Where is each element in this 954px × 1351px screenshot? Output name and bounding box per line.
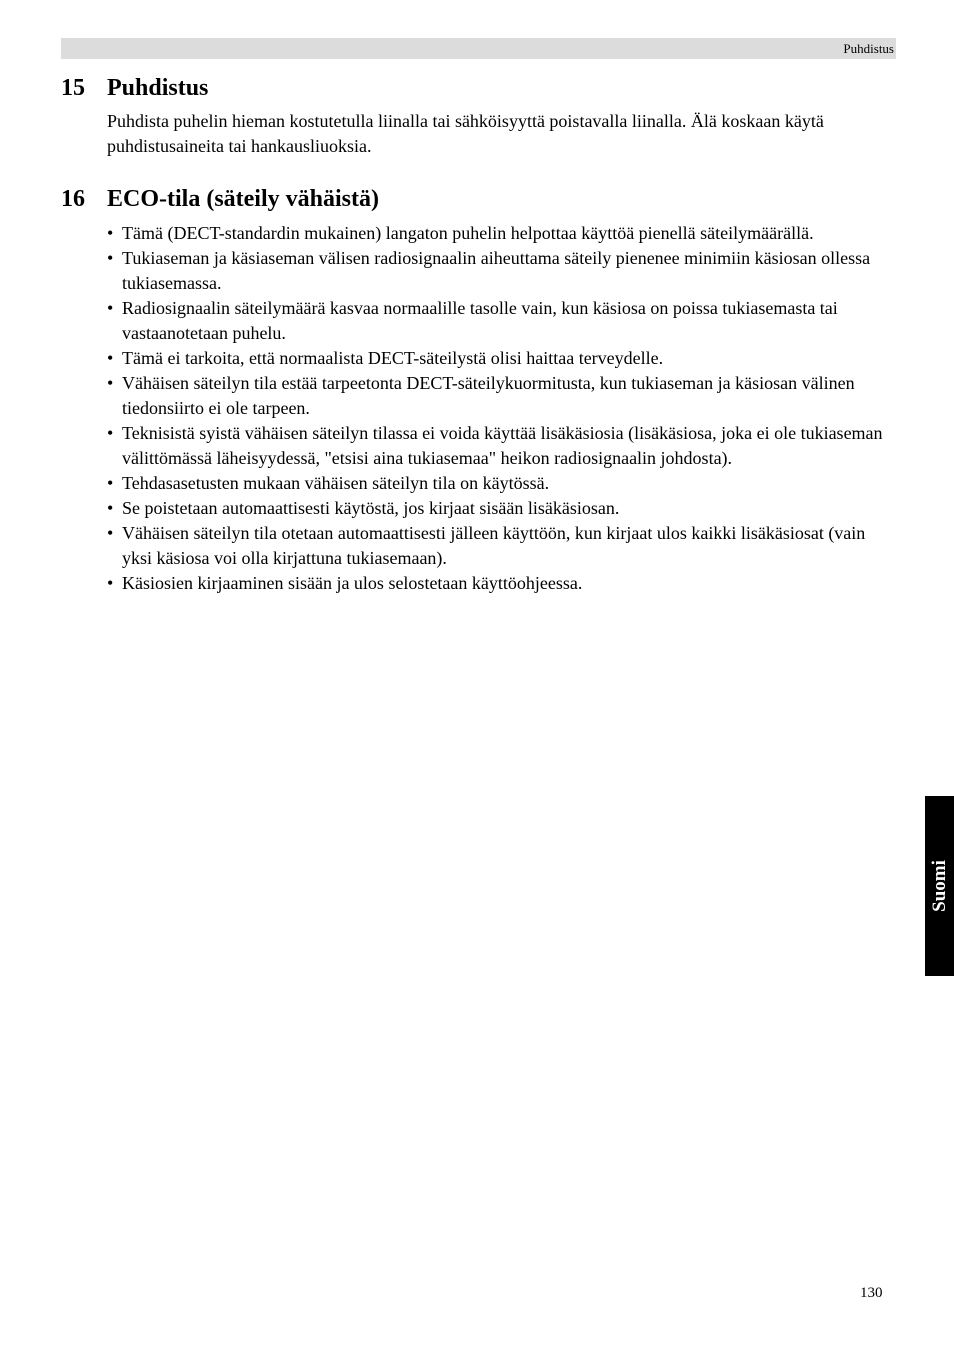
header-label: Puhdistus	[843, 41, 894, 56]
list-item-text: Vähäisen säteilyn tila estää tarpeetonta DECT-säteilykuormitusta, kun tukiaseman ja käsiosan välinen tiedonsiirto ei ole tarpeen.	[122, 373, 855, 418]
bullet-mark: •	[107, 248, 114, 268]
list-item-text: Käsiosien kirjaaminen sisään ja ulos selostetaan käyttöohjeessa.	[122, 573, 583, 593]
language-tab	[925, 796, 954, 976]
list-item	[107, 371, 892, 421]
list-item-text: Se poistetaan automaattisesti käytöstä, jos kirjaat sisään lisäkäsiosan.	[122, 498, 620, 518]
language-tab-label: Suomi	[928, 860, 950, 912]
list-item-text: Radiosignaalin säteilymäärä kasvaa normaalille tasolle vain, kun käsiosa on poissa tukiasemasta tai vastaanotetaan puhelu.	[122, 298, 838, 343]
section-16-heading	[61, 185, 379, 213]
bullet-mark: •	[107, 373, 114, 393]
list-item	[107, 221, 892, 246]
list-item-text: Teknisistä syistä vähäisen säteilyn tilassa ei voida käyttää lisäkäsiosia (lisäkäsiosa, joka ei ole tukiaseman välittömässä läheisyydessä, "etsisi aina tukiasemaa" heikon radiosignaalin johdosta).	[122, 423, 883, 468]
section-15-heading	[61, 74, 208, 102]
list-item-text: Vähäisen säteilyn tila otetaan automaattisesti jälleen käyttöön, kun kirjaat ulos kaikki lisäkäsiosat (vain yksi käsiosa voi olla kirjattuna tukiasemaan).	[122, 523, 866, 568]
eco-bullet-list	[107, 221, 892, 596]
page-number: 130	[860, 1285, 883, 1301]
section-16-title: ECO-tila (säteily vähäistä)	[107, 186, 379, 212]
section-16-number: 16	[61, 186, 85, 212]
bullet-mark: •	[107, 473, 114, 493]
bullet-mark: •	[107, 223, 114, 243]
section-15-paragraph: Puhdista puhelin hieman kostutetulla liinalla tai sähköisyyttä poistavalla liinalla. Älä koskaan käytä puhdistusaineita tai hankausliuoksia.	[107, 111, 824, 156]
list-item	[107, 471, 892, 496]
list-item-text: Tehdasasetusten mukaan vähäisen säteilyn tila on käytössä.	[122, 473, 550, 493]
list-item	[107, 496, 892, 521]
list-item-text: Tukiaseman ja käsiaseman välisen radiosignaalin aiheuttama säteily pienenee minimiin käsiosan ollessa tukiasemassa.	[122, 248, 871, 293]
bullet-mark: •	[107, 523, 114, 543]
list-item-text: Tämä ei tarkoita, että normaalista DECT-säteilystä olisi haittaa terveydelle.	[122, 348, 664, 368]
list-item	[107, 521, 892, 571]
bullet-mark: •	[107, 498, 114, 518]
list-item	[107, 296, 892, 346]
bullet-mark: •	[107, 298, 114, 318]
section-15-title: Puhdistus	[107, 75, 209, 101]
bullet-mark: •	[107, 348, 114, 368]
list-item	[107, 571, 892, 596]
bullet-mark: •	[107, 423, 114, 443]
section-15-number: 15	[61, 75, 85, 101]
running-header	[61, 38, 896, 59]
list-item	[107, 421, 892, 471]
bullet-mark: •	[107, 573, 114, 593]
list-item	[107, 246, 892, 296]
list-item-text: Tämä (DECT-standardin mukainen) langaton puhelin helpottaa käyttöä pienellä säteilymäärällä.	[122, 223, 814, 243]
list-item	[107, 346, 892, 371]
